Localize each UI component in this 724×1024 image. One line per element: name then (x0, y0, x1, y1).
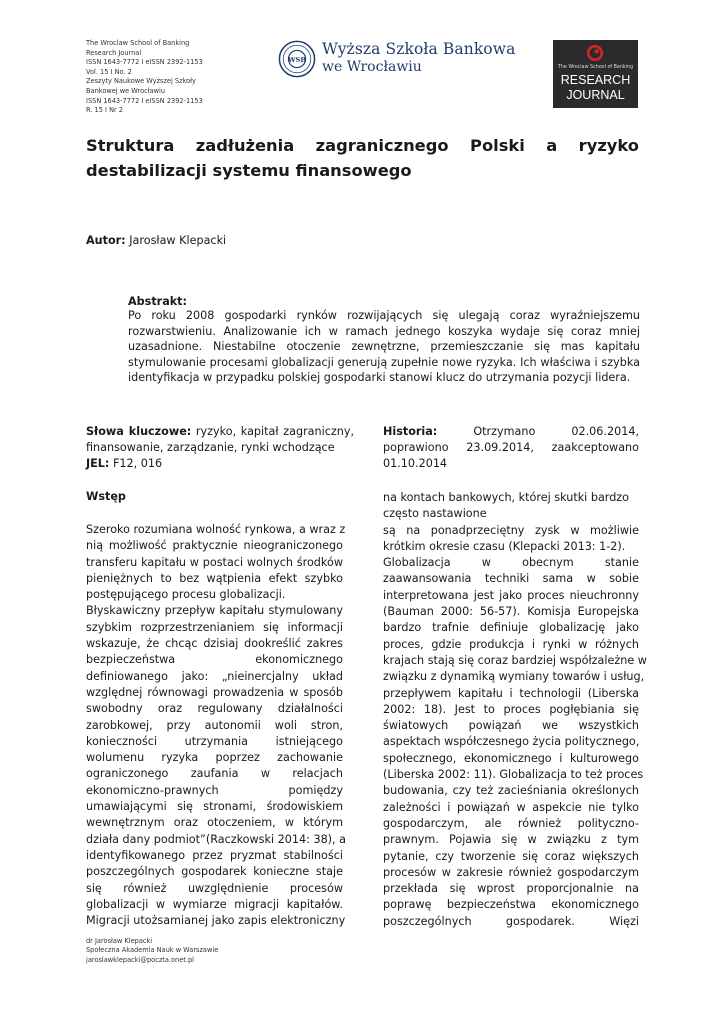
keywords-block (86, 424, 354, 472)
body-text-line: 2002: 18). Jest to proces pogłębiania się (383, 702, 639, 716)
body-text-line: przepływem kapitału i technologii (Liberska (383, 686, 639, 700)
meta-line: ISSN 1643-7772 I eISSN 2392-1153 (86, 58, 203, 67)
logo-name-line2: we Wrocławiu (322, 59, 422, 75)
body-text-line: budowania, czy też zacieśniania określonych (383, 784, 639, 798)
body-text-line: pieniężnych to bez wątpienia efekt szybko (86, 571, 343, 585)
body-text-line: wewnętrznym oraz otoczeniem, w którym (86, 816, 343, 830)
body-text-line: są na ponadprzeciętny zysk w możliwie (383, 523, 639, 537)
body-text-line: poszczególnych gospodarek. Więzi (383, 914, 639, 928)
body-text-line: gospodarczym, ale również polityczno- (383, 816, 639, 830)
body-text-line: zarobkowej, przy autonomii woli stron, (86, 718, 343, 732)
jel-label: JEL: (86, 457, 110, 470)
history-block (383, 424, 639, 472)
abstract-heading: Abstrakt: (128, 295, 188, 308)
research-journal-badge (553, 40, 638, 108)
abstract-text: Po roku 2008 gospodarki rynków rozwijających się ulegają coraz wyraźniejszemu rozwarstwieniu. Analizowanie ich w ramach jednego koszyka wydaje się coraz mniej uzasadnione. Niestabilne otoczenie zewnętrzne, przemieszczanie się mas kapitału stymulowanie procesami globalizacji generują zupełnie nowe ryzyka. Ich właściwa i szybka identyfikacja w przypadku polskiej gospodarki stanowi klucz do utrzymania pozycji lidera. (128, 309, 640, 385)
body-text-line: procesów w zakresie również gospodarczym (383, 865, 639, 879)
keywords-text: ryzyko, kapitał zagraniczny, finansowanie, zarządzanie, rynki wchodzące (86, 425, 355, 454)
badge-subtitle: The Wroclaw School of Banking (557, 65, 634, 70)
body-text-line: poszczególnych gospodarek konieczne staje (86, 865, 343, 879)
right-column (383, 490, 647, 930)
jel-text: F12, 016 (109, 457, 163, 470)
author-label: Autor: (86, 234, 126, 247)
body-text-line: szybkim rozprzestrzenianiem się informacji (86, 620, 343, 634)
meta-line: Zeszyty Naukowe Wyższej Szkoły (86, 77, 196, 86)
body-text-line: krótkim okresie czasu (Klepacki 2013: 1-2). (383, 539, 626, 553)
body-text-line: względnej równowagi prowadzenia w sposób (86, 685, 343, 699)
body-text-line: społecznego, ekonomicznego i kulturowego (383, 751, 639, 765)
body-text-line: zaawansowania techniki sama w sobie (383, 572, 639, 586)
body-text-line: proces, gdzie produkcja i rynki w różnych (383, 637, 639, 651)
body-text-line: definiowanego jako: „nieinercjalny układ (86, 669, 343, 683)
body-text-line: Szeroko rozumiana wolność rynkowa, a wraz z (86, 523, 346, 536)
body-text-line: pytanie, czy tworzenie się coraz większych (383, 849, 639, 863)
body-text-line: (Bauman 2000: 56-57). Komisja Europejska (383, 605, 639, 619)
left-column (86, 522, 347, 929)
body-text-line: wolumenu ryzyka poprzez zachowanie (86, 751, 343, 765)
body-text-line: zależności i powiązań w aspekcie nie tylko (383, 800, 639, 814)
meta-line: R. 15 I Nr 2 (86, 106, 123, 115)
body-text-line: konieczności utrzymania istniejącego (86, 734, 343, 748)
body-text-line: światowych powiązań we wszystkich (383, 719, 639, 733)
body-text-line: na kontach bankowych, której skutki bardzo (383, 491, 630, 504)
badge-title-line2: JOURNAL (566, 88, 625, 102)
body-text-line: działa dany podmiot”(Raczkowski 2014: 38), a (86, 832, 347, 846)
author-name: Jarosław Klepacki (125, 234, 227, 247)
body-text-line: związku z dynamiką wymiany towarów i usług, (383, 670, 645, 684)
body-text-line: wskazuje, że chcąc dzisiaj dookreślić zakres (86, 637, 343, 651)
meta-line: ISSN 1643-7772 I eISSN 2392-1153 (86, 96, 203, 105)
body-text-line: często nastawione (383, 507, 487, 521)
body-text-line: transferu kapitału w postaci wolnych środków (86, 555, 343, 569)
body-text-line: bardzo trafnie definiuje globalizację jako (383, 621, 639, 635)
footnote-line: jaroslawklepacki@poczta.onet.pl (86, 955, 194, 964)
article-title: Struktura zadłużenia zagranicznego Polski a ryzyko destabilizacji systemu finansowego (86, 136, 639, 180)
body-text-line: identyfikowanego przez pryzmat stabilności (86, 848, 343, 862)
body-text-line: Migracji utożsamianej jako zapis elektroniczny (86, 914, 346, 928)
footnote-line: Społeczna Akademia Nauk w Warszawie (86, 946, 219, 955)
body-text-line: się również uwzględnienie procesów (86, 881, 343, 895)
body-text-line: Błyskawiczny przepływ kapitału stymulowany (86, 604, 343, 618)
history-text: Otrzymano 02.06.2014, poprawiono 23.09.2014, zaakceptowano 01.10.2014 (383, 425, 639, 470)
body-text-line: postępującego procesu globalizacji. (86, 588, 286, 602)
badge-title-line1: RESEARCH (560, 73, 631, 87)
footnote-line: dr Jarosław Klepacki (86, 937, 153, 945)
meta-line: Vol. 15 I No. 2 (86, 67, 132, 76)
author-line (86, 233, 226, 248)
journal-meta (86, 39, 266, 116)
university-logo (278, 40, 516, 84)
body-text-line: interpretowana jest jako proces nieuchronny (383, 588, 639, 602)
seal-icon (278, 40, 316, 78)
body-text-line: ograniczonego zaufania w relacjach (86, 767, 343, 781)
keywords-label: Słowa kluczowe: (86, 425, 192, 438)
section-heading: Wstęp (86, 490, 126, 503)
logo-name-line1: Wyższa Szkoła Bankowa (322, 40, 516, 58)
meta-line: Research Journal (86, 48, 142, 57)
body-text-line: poprawę bezpieczeństwa ekonomicznego (383, 898, 639, 912)
meta-line: Bankowej we Wrocławiu (86, 86, 166, 95)
history-label: Historia: (383, 425, 438, 438)
body-text-line: globalizacji w wymiarze migracji kapitałów. (86, 897, 343, 911)
body-text-line: (Liberska 2002: 11). Globalizacja to też proces (383, 768, 644, 782)
body-text-line: przekłada się wprost proporcjonalnie na (383, 882, 639, 896)
body-text-line: ekonomiczno-prawnych pomiędzy (86, 783, 343, 797)
body-text-line: Globalizacja w obecnym stanie (383, 556, 639, 570)
body-text-line: umawiającymi się stronami, środowiskiem (86, 800, 343, 814)
author-footnote (86, 937, 218, 965)
journal-emblem-icon (586, 44, 604, 62)
body-text-line: aspektach współczesnego życia politycznego, (383, 735, 640, 749)
body-text-line: prawnym. Pojawia się w związku z tym (383, 833, 639, 847)
body-text-line: krajach stają się coraz bardziej współzależne w (383, 653, 647, 667)
body-text-line: bezpieczeństwa ekonomicznego (86, 653, 343, 667)
svg-text:WSB: WSB (288, 55, 306, 64)
body-text-line: swobodny oraz regulowany działalności (86, 702, 343, 716)
body-text-line: nią możliwość praktycznie nieograniczonego (86, 539, 343, 553)
meta-line: The Wroclaw School of Banking (86, 39, 190, 47)
